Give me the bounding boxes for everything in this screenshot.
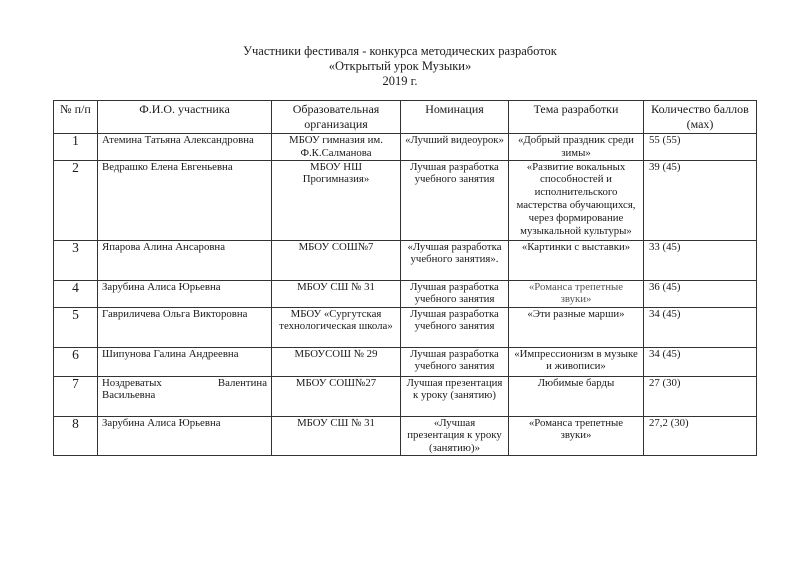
- cell-topic: «Романса трепетные звуки»: [509, 416, 644, 455]
- cell-name: Шипунова Галина Андреевна: [98, 347, 272, 376]
- cell-score: 39 (45): [644, 160, 757, 240]
- cell-score: 27,2 (30): [644, 416, 757, 455]
- cell-name: Ведрашко Елена Евгеньевна: [98, 160, 272, 240]
- table-row: [54, 307, 757, 347]
- title-line-1: Участники фестиваля - конкурса методических разработок: [243, 44, 557, 58]
- cell-org: МБОУ СШ № 31: [272, 416, 401, 455]
- table-row: [54, 416, 757, 455]
- title-line-3: 2019 г.: [382, 74, 418, 88]
- cell-nomination: «Лучшая презентация к уроку (занятию)»: [401, 416, 509, 455]
- cell-topic: «Эти разные марши»: [509, 307, 644, 347]
- cell-score: 33 (45): [644, 240, 757, 280]
- cell-num: 7: [54, 376, 98, 416]
- cell-topic: «Картинки с выставки»: [509, 240, 644, 280]
- cell-topic: «Добрый праздник среди зимы»: [509, 134, 644, 161]
- table-row: [54, 240, 757, 280]
- cell-org: МБОУ СОШ№7: [272, 240, 401, 280]
- table-row: [54, 160, 757, 240]
- cell-num: 6: [54, 347, 98, 376]
- cell-nomination: «Лучшая разработка учебного занятия».: [401, 240, 509, 280]
- title-line-2: «Открытый урок Музыки»: [328, 59, 472, 73]
- cell-nomination: Лучшая разработка учебного занятия: [401, 280, 509, 307]
- cell-nomination: Лучшая разработка учебного занятия: [401, 307, 509, 347]
- header-name: Ф.И.О. участника: [98, 101, 272, 134]
- cell-name: Зарубина Алиса Юрьевна: [98, 280, 272, 307]
- header-topic: Тема разработки: [509, 101, 644, 134]
- header-org: Образовательная организация: [272, 101, 401, 134]
- cell-org: МБОУ СОШ№27: [272, 376, 401, 416]
- cell-name: Зарубина Алиса Юрьевна: [98, 416, 272, 455]
- cell-num: 2: [54, 160, 98, 240]
- cell-score: 34 (45): [644, 307, 757, 347]
- table-header-row: [54, 101, 757, 134]
- cell-num: 8: [54, 416, 98, 455]
- cell-org: МБОУ СШ № 31: [272, 280, 401, 307]
- cell-topic: «Импрессионизм в музыке и живописи»: [509, 347, 644, 376]
- table-row: [54, 347, 757, 376]
- cell-num: 1: [54, 134, 98, 161]
- cell-topic: «Романса трепетные звуки»: [509, 280, 644, 307]
- cell-org: МБОУ гимназия им. Ф.К.Салманова: [272, 134, 401, 161]
- document-title: [0, 44, 800, 89]
- cell-org: МБОУСОШ № 29: [272, 347, 401, 376]
- header-num: № п/п: [54, 101, 98, 134]
- cell-num: 3: [54, 240, 98, 280]
- cell-topic: Любимые барды: [509, 376, 644, 416]
- cell-org: МБОУ «Сургутская технологическая школа»: [272, 307, 401, 347]
- cell-name: Гавриличева Ольга Викторовна: [98, 307, 272, 347]
- cell-name: Атемина Татьяна Александровна: [98, 134, 272, 161]
- cell-nomination: Лучшая разработка учебного занятия: [401, 160, 509, 240]
- table-row: [54, 134, 757, 161]
- cell-name: Япарова Алина Ансаровна: [98, 240, 272, 280]
- cell-topic: «Развитие вокальных способностей и исполнительского мастерства обучающихся, через формирование музыкальной культуры»: [509, 160, 644, 240]
- cell-org: МБОУ НШ Прогимназия»: [272, 160, 401, 240]
- cell-nomination: Лучшая презентация к уроку (занятию): [401, 376, 509, 416]
- cell-score: 36 (45): [644, 280, 757, 307]
- cell-score: 55 (55): [644, 134, 757, 161]
- cell-num: 5: [54, 307, 98, 347]
- cell-score: 34 (45): [644, 347, 757, 376]
- cell-num: 4: [54, 280, 98, 307]
- header-score: Количество баллов (мах): [644, 101, 757, 134]
- participants-table: [53, 100, 757, 456]
- table-row: [54, 376, 757, 416]
- cell-nomination: «Лучший видеоурок»: [401, 134, 509, 161]
- cell-name: Ноздреватых Валентина Васильевна: [98, 376, 272, 416]
- cell-nomination: Лучшая разработка учебного занятия: [401, 347, 509, 376]
- table-row: [54, 280, 757, 307]
- header-nomination: Номинация: [401, 101, 509, 134]
- cell-score: 27 (30): [644, 376, 757, 416]
